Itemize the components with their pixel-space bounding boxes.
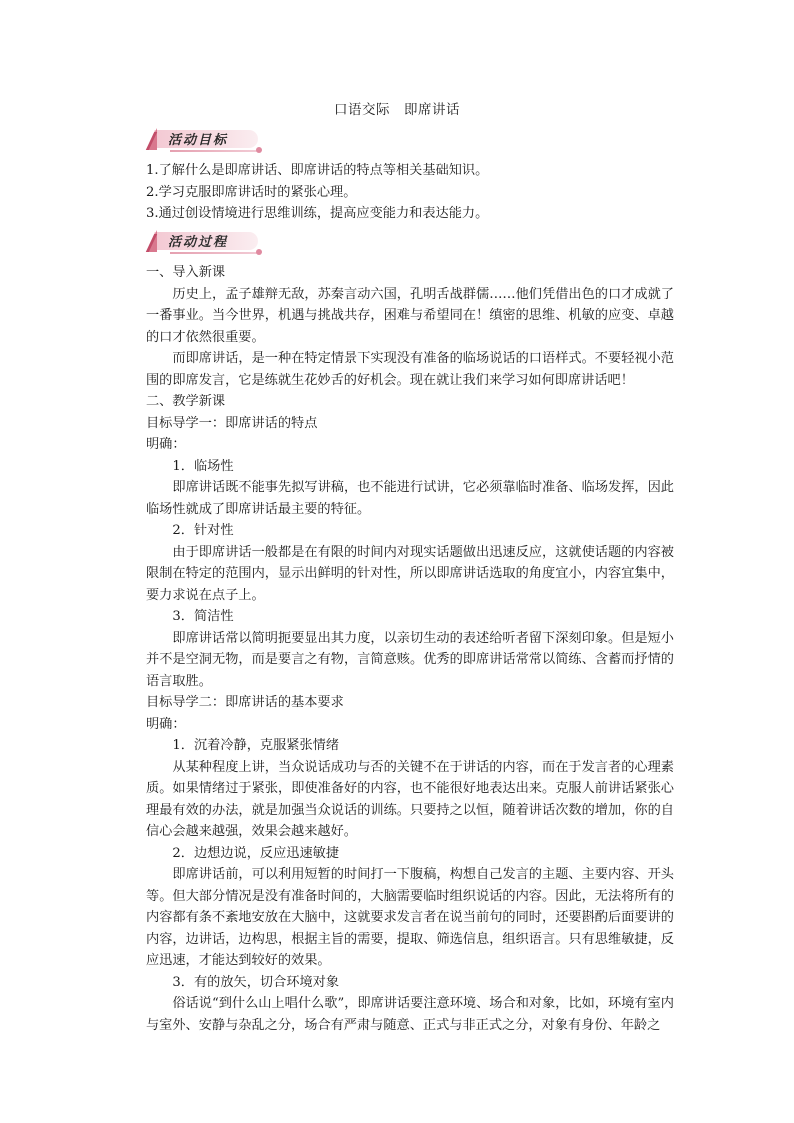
goals-banner-label: 活动目标 (168, 133, 229, 148)
banner-dot-icon (256, 147, 262, 153)
paragraph: 即席讲话既不能事先拟写讲稿，也不能进行试讲，它必须靠临时准备、临场发挥，因此临场性就成了即席讲话最主要的特征。 (146, 480, 674, 517)
paragraph: 俗话说“到什么山上唱什么歌”，即席讲话要注意环境、场合和对象，比如，环境有室内与室外、安静与杂乱之分，场合有严肃与随意、正式与非正式之分，对象有身份、年龄之 (146, 996, 674, 1033)
subsection-heading: 目标导学二：即席讲话的基本要求 (146, 695, 344, 710)
requirement-title: 3．有的放矢，切合环境对象 (172, 974, 340, 990)
paragraph: 即席讲话前，可以利用短暂的时间打一下腹稿，构想自己发言的主题、主要内容、开头等。但大部分情况是没有准备时间的，大脑需要临时组织说话的内容。因此，无法将所有的内容都有条不紊地安放在大脑中，这就要求发言者在说当前句的同时，还要斟酌后面要讲的内容，边讲话，边构思，根据主旨的需要，提取、筛选信息，组织语言。只有思维敏捷，反应迅速，才能达到较好的效果。 (146, 867, 674, 968)
requirement-title: 1．沉着冷静，克服紧张情绪 (172, 738, 340, 753)
feature-title: 2．针对性 (172, 523, 234, 538)
paragraph: 历史上，孟子雄辩无敌，苏秦言动六国，孔明舌战群儒……他们凭借出色的口才成就了一番事业。当今世界，机遇与挑战共存，困难与希望同在！缜密的思维、机敏的应变、卓越的口才依然很重要。 (146, 286, 674, 345)
feature-title: 3．简洁性 (172, 609, 234, 624)
feature-title: 1．临场性 (172, 458, 234, 474)
process-body (146, 262, 674, 1036)
goals-list (146, 160, 674, 225)
paragraph: 由于即席讲话一般都是在有限的时间内对现实话题做出迅速反应，这就使话题的内容被限制在特定的范围内，显示出鲜明的针对性，所以即席讲话选取的角度宜小，内容宜集中，要力求说在点子上。 (146, 544, 674, 603)
goals-banner (146, 128, 264, 154)
page-title: 口语交际 即席讲话 (334, 102, 460, 118)
process-banner-label: 活动过程 (168, 235, 229, 250)
goal-item: 1.了解什么是即席讲话、即席讲话的特点等相关基础知识。 (146, 163, 489, 178)
banner-dot-icon (256, 249, 262, 255)
process-banner (146, 230, 264, 256)
paragraph: 从某种程度上讲，当众说话成功与否的关键不在于讲话的内容，而在于发言者的心理素质。如果情绪过于紧张，即使准备好的内容，也不能很好地表达出来。克服人前讲话紧张心理最有效的办法，就是加强当众说话的训练。只要持之以恒，随着讲话次数的增加，你的自信心会越来越强，效果会越来越好。 (146, 759, 674, 839)
subsection-heading: 目标导学一：即席讲话的特点 (146, 415, 318, 431)
section-heading: 二、教学新课 (146, 394, 226, 409)
clarify-label: 明确： (146, 716, 186, 732)
section-heading: 一、导入新课 (146, 265, 226, 280)
goal-item: 3.通过创设情境进行思维训练，提高应变能力和表达能力。 (146, 206, 489, 221)
paragraph: 而即席讲话，是一种在特定情景下实现没有准备的临场说话的口语样式。不要轻视小范围的即席发言，它是练就生花妙舌的好机会。现在就让我们来学习如何即席讲话吧！ (146, 351, 674, 388)
clarify-label: 明确： (146, 437, 186, 452)
goal-item: 2.学习克服即席讲话时的紧张心理。 (146, 184, 357, 200)
requirement-title: 2．边想边说，反应迅速敏捷 (172, 845, 340, 861)
paragraph: 即席讲话常以简明扼要显出其力度，以亲切生动的表述给听者留下深刻印象。但是短小并不是空洞无物，而是要言之有物，言简意赅。优秀的即席讲话常常以简练、含蓄而抒情的语言取胜。 (146, 630, 674, 689)
